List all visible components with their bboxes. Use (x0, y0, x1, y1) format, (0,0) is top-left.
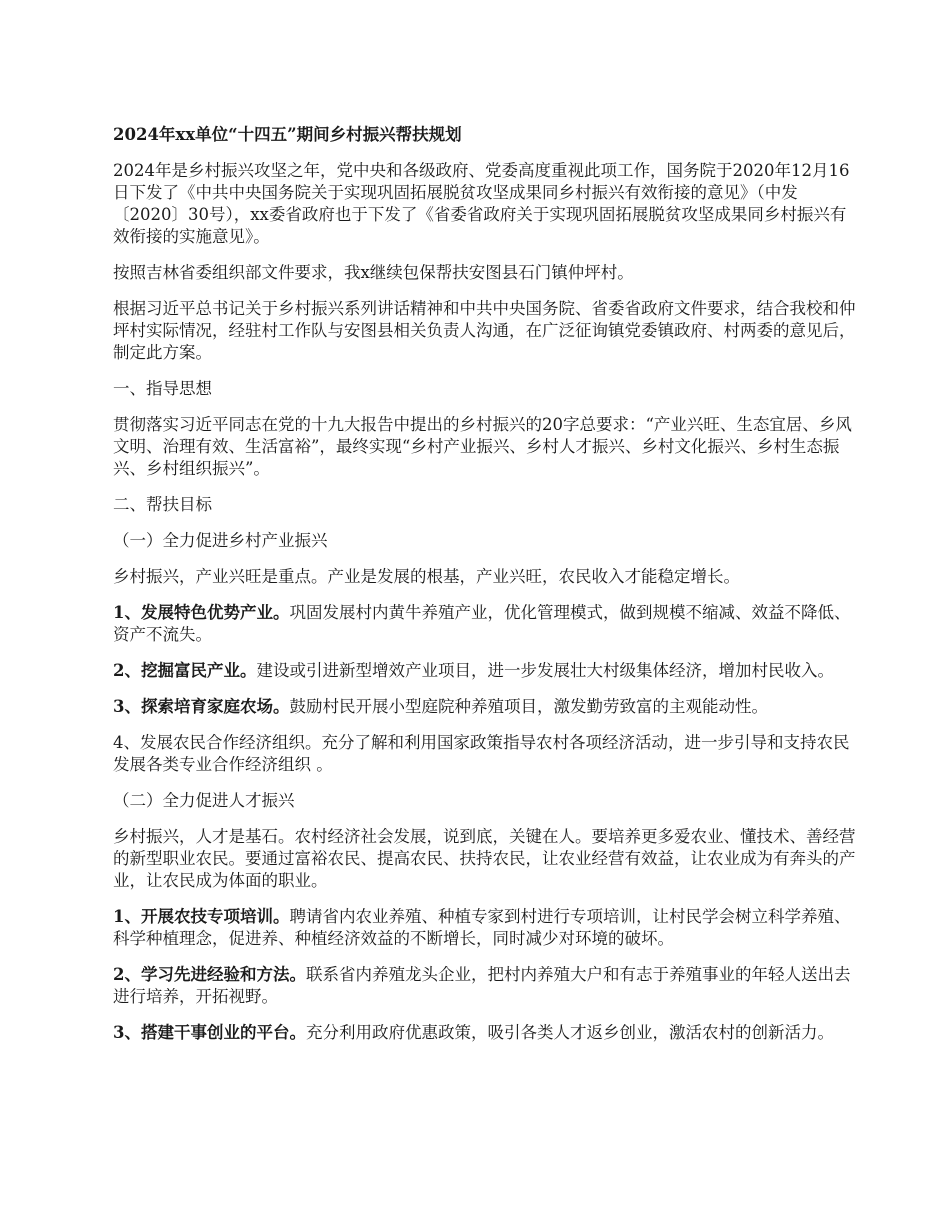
guiding-thought-body: 贯彻落实习近平同志在党的十九大报告中提出的乡村振兴的20字总要求：“产业兴旺、生态宜居、乡风文明、治理有效、生活富裕”，最终实现“乡村产业振兴、乡村人才振兴、乡村文化振兴、乡村生态振兴、乡村组织振兴”。 (113, 415, 852, 478)
talent-item-3 (113, 1022, 858, 1044)
industry-intro: 乡村振兴，产业兴旺是重点。产业是发展的根基，产业兴旺，农民收入才能稳定增长。 (113, 567, 740, 586)
intro-paragraph-1: 2024年是乡村振兴攻坚之年，党中央和各级政府、党委高度重视此项工作，国务院于2020年12月16日下发了《中共中央国务院关于实现巩固拓展脱贫攻坚成果同乡村振兴有效衔接的意见》（中发〔2020〕30号），xx委省政府也于下发了《省委省政府关于实现巩固拓展脱贫攻坚成果同乡村振兴有效衔接的实施意见》。 (113, 161, 850, 246)
item-lead: 3、搭建干事创业的平台。 (113, 1023, 306, 1042)
item-lead: 3、探索培育家庭农场。 (113, 697, 290, 716)
industry-item-3 (113, 696, 858, 718)
item-text: 巩固发展村内黄牛养殖产业，优化管理模式，做到规模不缩减、效益不降低、资产不流失。 (113, 603, 851, 644)
subsection-heading-talent: （二）全力促进人才振兴 (113, 791, 295, 810)
item-lead: 1、开展农技专项培训。 (113, 907, 290, 926)
item-text: 联系省内养殖龙头企业，把村内养殖大户和有志于养殖事业的年轻人送出去进行培养，开拓视野。 (113, 965, 851, 1006)
section-heading-guiding-thought: 一、指导思想 (113, 379, 212, 398)
section-heading-goals: 二、帮扶目标 (113, 495, 212, 514)
item-lead: 2、挖掘富民产业。 (113, 661, 257, 680)
subsection-heading-industry: （一）全力促进乡村产业振兴 (113, 531, 328, 550)
talent-item-2 (113, 964, 858, 1008)
item-lead: 1、发展特色优势产业。 (113, 603, 290, 622)
talent-intro: 乡村振兴，人才是基石。农村经济社会发展，说到底，关键在人。要培养更多爱农业、懂技术、善经营的新型职业农民。要通过富裕农民、提高农民、扶持农民，让农业经营有效益，让农业成为有奔头的产业，让农民成为体面的职业。 (113, 827, 856, 890)
item-lead: 2、学习先进经验和方法。 (113, 965, 306, 984)
industry-item-1 (113, 602, 858, 646)
intro-paragraph-2: 按照吉林省委组织部文件要求，我x继续包保帮扶安图县石门镇仲坪村。 (113, 263, 634, 282)
document-title: 2024年xx单位“十四五”期间乡村振兴帮扶规划 (113, 125, 462, 144)
industry-item-2 (113, 660, 858, 682)
talent-item-1 (113, 906, 858, 950)
industry-item-4 (113, 732, 858, 776)
document-page (113, 124, 858, 1058)
item-text: 4、发展农民合作经济组织。充分了解和利用国家政策指导农村各项经济活动，进一步引导和支持农民发展各类专业合作经济组织 。 (113, 733, 850, 774)
intro-paragraph-3: 根据习近平总书记关于乡村振兴系列讲话精神和中共中央国务院、省委省政府文件要求，结合我校和仲坪村实际情况，经驻村工作队与安图县相关负责人沟通，在广泛征询镇党委镇政府、村两委的意见后，制定此方案。 (113, 299, 856, 362)
item-text: 聘请省内农业养殖、种植专家到村进行专项培训，让村民学会树立科学养殖、科学种植理念，促进养、种植经济效益的不断增长，同时减少对环境的破坏。 (113, 907, 851, 948)
item-text: 建设或引进新型增效产业项目，进一步发展壮大村级集体经济，增加村民收入。 (256, 661, 834, 680)
item-text: 鼓励村民开展小型庭院种养殖项目，激发勤劳致富的主观能动性。 (289, 697, 768, 716)
item-text: 充分利用政府优惠政策，吸引各类人才返乡创业，激活农村的创新活力。 (305, 1023, 834, 1042)
